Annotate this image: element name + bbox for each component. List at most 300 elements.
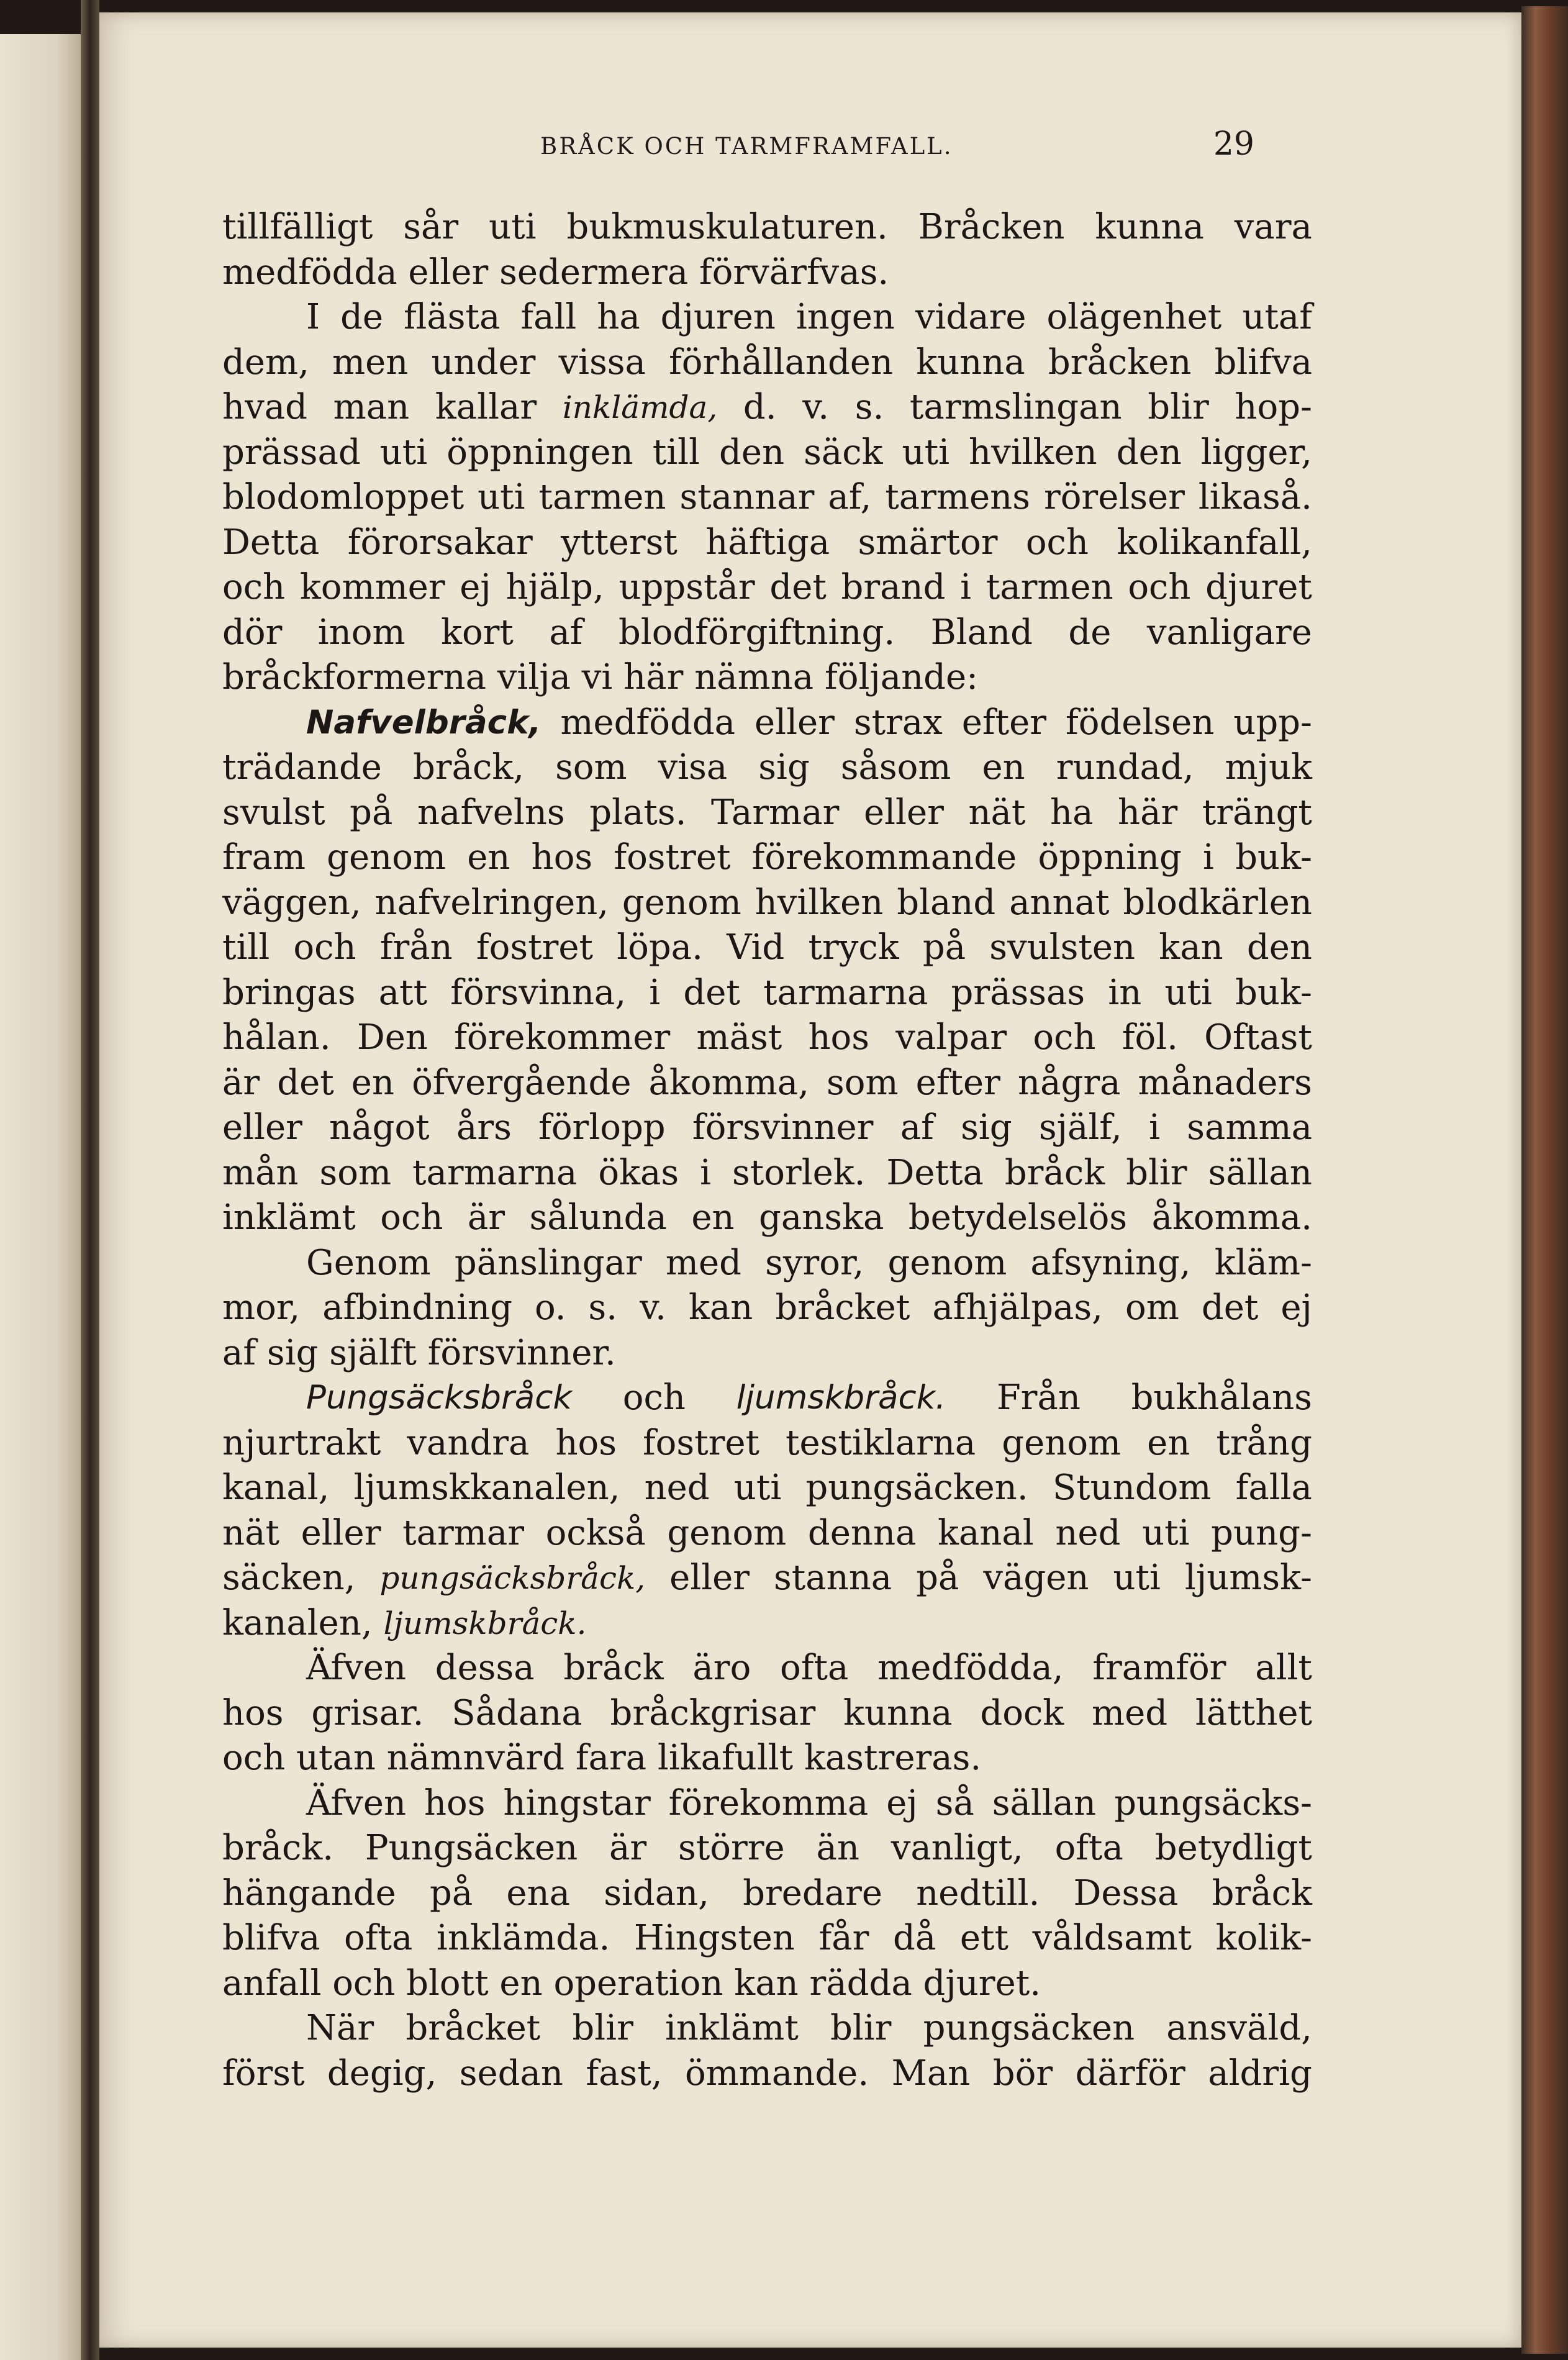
word: kanalen, xyxy=(222,1602,384,1643)
word: visa xyxy=(658,747,728,787)
word: och xyxy=(222,567,286,607)
word: fall xyxy=(520,297,577,337)
word: likaså. xyxy=(1198,477,1312,517)
text-line xyxy=(222,791,1312,836)
word: bland xyxy=(897,882,996,923)
word: hop- xyxy=(1235,387,1312,427)
word: följande: xyxy=(825,657,989,697)
emphasis-word: ljumskbråck. xyxy=(736,1379,946,1417)
word: kan xyxy=(734,1963,810,2004)
word: tarmarna xyxy=(763,972,928,1013)
word: försvinner. xyxy=(427,1332,627,1373)
emphasis-word: Nafvelbråck, xyxy=(306,703,542,742)
word: bråck. xyxy=(222,1828,334,1868)
word: grisar. xyxy=(311,1692,424,1733)
text-line xyxy=(222,1556,1312,1601)
word: ej xyxy=(886,1782,918,1823)
word: medfödda xyxy=(222,252,409,293)
word: mor, xyxy=(222,1287,301,1328)
word: och xyxy=(622,1377,686,1418)
word: och xyxy=(1025,522,1089,563)
text-line xyxy=(222,1466,1312,1511)
word: ligger, xyxy=(1200,432,1312,473)
word: nafvelringen, xyxy=(374,882,609,923)
text-line xyxy=(222,1961,1312,2007)
word: inklämda. xyxy=(436,1918,610,1958)
word: ansväld, xyxy=(1166,2008,1312,2048)
text-line xyxy=(222,1646,1312,1691)
word: efter xyxy=(915,1062,1000,1103)
word: Detta xyxy=(886,1152,984,1193)
word: Från xyxy=(996,1377,1081,1418)
word: den xyxy=(719,432,785,473)
word: fostret xyxy=(614,837,731,878)
word: rörelser xyxy=(1043,477,1185,517)
word: buk- xyxy=(1235,837,1312,878)
word: genom xyxy=(887,1242,1007,1283)
word: utan xyxy=(296,1738,387,1778)
word: hvad xyxy=(222,387,307,427)
word: hos xyxy=(808,1017,869,1058)
word: uti xyxy=(489,207,537,247)
word: bråcket xyxy=(406,2008,541,2048)
word: ej xyxy=(1280,1287,1312,1328)
word: häftiga xyxy=(705,522,830,563)
word: hingstar xyxy=(503,1782,651,1823)
word: syror, xyxy=(765,1242,864,1283)
word: trädande xyxy=(222,747,382,787)
word: är xyxy=(222,1062,260,1103)
word: själf, xyxy=(1038,1107,1122,1148)
text-line xyxy=(222,610,1312,656)
text-line xyxy=(222,385,1312,430)
word: pung- xyxy=(1211,1512,1312,1553)
word: sedermera xyxy=(499,252,699,293)
word: Äfven xyxy=(306,1782,407,1823)
word: annat xyxy=(1009,882,1110,923)
word: i xyxy=(960,567,972,607)
word: njurtrakt xyxy=(222,1422,381,1463)
word: och xyxy=(293,927,356,968)
word: några xyxy=(1018,1062,1121,1103)
word: Hingsten xyxy=(633,1918,795,1958)
text-line xyxy=(222,971,1312,1016)
word: trängt xyxy=(1202,792,1312,833)
word: förekomma xyxy=(668,1782,869,1823)
word: falla xyxy=(1235,1468,1312,1508)
word: ha xyxy=(597,297,640,337)
text-line xyxy=(222,835,1312,881)
word: svulsten xyxy=(989,927,1136,968)
word: och xyxy=(222,1738,296,1778)
word: af xyxy=(222,1332,267,1373)
word: denna xyxy=(807,1512,917,1553)
text-line xyxy=(222,2051,1312,2097)
running-header xyxy=(540,125,1267,168)
word: men xyxy=(332,342,409,383)
word: fast, xyxy=(586,2053,663,2094)
word: kastreras. xyxy=(804,1738,992,1778)
word: försvinna, xyxy=(450,972,627,1013)
word: fostret xyxy=(476,927,594,968)
word: väggen, xyxy=(222,882,361,923)
word: bredare xyxy=(743,1872,883,1913)
word: det xyxy=(1201,1287,1259,1328)
word: bråck xyxy=(1212,1872,1312,1913)
text-line xyxy=(222,1691,1312,1736)
word: af xyxy=(900,1107,934,1148)
word: inom xyxy=(317,612,406,653)
word: en xyxy=(499,1963,554,2004)
word: testiklarna xyxy=(786,1422,976,1463)
word: sidan, xyxy=(604,1872,709,1913)
word: i xyxy=(1149,1107,1160,1148)
word: samma xyxy=(1187,1107,1312,1148)
word: hos xyxy=(222,1692,284,1733)
word: svulst xyxy=(222,792,325,833)
word: kan xyxy=(1159,927,1223,968)
word: månaders xyxy=(1138,1062,1312,1103)
word: förhållanden xyxy=(669,342,894,383)
word: också xyxy=(545,1512,646,1553)
word: till xyxy=(652,432,700,473)
word: genom xyxy=(622,882,741,923)
word: är xyxy=(467,1197,505,1238)
word: inklämt xyxy=(665,2008,799,2048)
word: strax xyxy=(853,702,943,743)
word: inklämt xyxy=(222,1197,356,1238)
word: kanal, xyxy=(222,1468,330,1508)
word: stannar xyxy=(679,477,815,517)
word: pungsäcken. xyxy=(805,1468,1028,1508)
word: operation xyxy=(553,1963,735,2004)
word: tarmen xyxy=(986,567,1113,607)
emphasis-word: ljumskbråck. xyxy=(383,1605,597,1641)
word: kommer xyxy=(299,567,445,607)
word: djuret xyxy=(1205,567,1312,607)
page-number: 29 xyxy=(1213,125,1254,163)
word: blir xyxy=(830,2008,892,2048)
word: föl. xyxy=(1122,1017,1178,1058)
word: kunna xyxy=(916,342,1025,383)
word: ömmande. xyxy=(684,2053,869,2094)
word: här xyxy=(1118,792,1178,833)
word: under xyxy=(431,342,536,383)
word: öfvergående xyxy=(412,1062,632,1103)
word: förvärfvas. xyxy=(699,252,900,293)
body-text xyxy=(222,205,1312,2096)
word: och xyxy=(380,1197,443,1238)
word: vanligare xyxy=(1146,612,1312,653)
word: och xyxy=(1128,567,1191,607)
word: löpa. xyxy=(617,927,703,968)
text-line xyxy=(222,701,1312,746)
word: uti xyxy=(1142,1512,1190,1553)
word: något xyxy=(329,1107,430,1148)
word: så xyxy=(935,1782,974,1823)
word: sig xyxy=(266,1332,330,1373)
word: mjuk xyxy=(1225,747,1312,787)
word: ofta xyxy=(780,1648,849,1688)
word: dem, xyxy=(222,342,309,383)
text-line xyxy=(222,1196,1312,1241)
word: medfödda xyxy=(560,702,736,743)
word: sår xyxy=(403,207,459,247)
word: ytterst xyxy=(561,522,678,563)
word: framför xyxy=(1092,1648,1226,1688)
word: större xyxy=(678,1828,785,1868)
word: Dessa xyxy=(1073,1872,1179,1913)
word: eller xyxy=(864,792,944,833)
text-line xyxy=(222,1015,1312,1061)
word: på xyxy=(922,927,966,968)
text-line xyxy=(222,1601,1312,1646)
facing-page-edge xyxy=(0,34,81,2360)
word: af xyxy=(549,612,583,653)
text-line xyxy=(222,295,1312,340)
word: ej xyxy=(460,567,491,607)
word: ljumskkanalen, xyxy=(353,1468,620,1508)
word: flästa xyxy=(404,297,501,337)
word: Oftast xyxy=(1204,1017,1312,1058)
word: vidare xyxy=(915,297,1026,337)
word: på xyxy=(916,1558,959,1598)
emphasis-word: inklämda, xyxy=(562,389,718,425)
word: prässad xyxy=(222,432,361,473)
word: medfödda, xyxy=(877,1648,1064,1688)
word: hjälp, xyxy=(505,567,604,607)
word: blir xyxy=(572,2008,633,2048)
word: ökas xyxy=(598,1152,679,1193)
page-stack-edge xyxy=(1521,6,1568,2354)
word: därför xyxy=(1075,2053,1185,2094)
text-line xyxy=(222,250,1312,296)
word: nämnvärd xyxy=(386,1738,576,1778)
word: tryck xyxy=(808,927,899,968)
word: äro xyxy=(692,1648,751,1688)
text-line xyxy=(222,1826,1312,1871)
word: tarmslingan xyxy=(909,387,1122,427)
word: de xyxy=(1068,612,1112,653)
word: trång xyxy=(1216,1422,1312,1463)
word: nät xyxy=(222,1512,279,1553)
word: storlek. xyxy=(732,1152,866,1193)
word: åkomma. xyxy=(1151,1197,1312,1238)
word: fara xyxy=(575,1738,658,1778)
word: bråcken xyxy=(1048,342,1192,383)
word: Stundom xyxy=(1052,1468,1212,1508)
word: anfall xyxy=(222,1963,333,2004)
word: det xyxy=(769,567,827,607)
text-line xyxy=(222,1241,1312,1286)
word: prässas xyxy=(951,972,1085,1013)
word: allt xyxy=(1255,1648,1312,1688)
word: genom xyxy=(1002,1422,1122,1463)
word: mäst xyxy=(696,1017,782,1058)
text-line xyxy=(222,745,1312,791)
word: sig xyxy=(758,747,810,787)
word: Vid xyxy=(727,927,785,968)
word: genom xyxy=(327,837,446,878)
word: Pungsäcken xyxy=(365,1828,578,1868)
word: hvilken xyxy=(755,882,884,923)
word: nedtill. xyxy=(916,1872,1040,1913)
word: vandra xyxy=(407,1422,530,1463)
word: likafullt xyxy=(657,1738,804,1778)
text-line xyxy=(222,430,1312,476)
word: d. xyxy=(743,387,777,427)
word: ett xyxy=(959,1918,1008,1958)
word: afhjälpas, xyxy=(932,1287,1103,1328)
word: ned xyxy=(644,1468,710,1508)
word: en xyxy=(351,1062,394,1103)
word: sällan xyxy=(992,1782,1097,1823)
word: med xyxy=(665,1242,741,1283)
word: det xyxy=(277,1062,334,1103)
word: afbindning xyxy=(322,1287,512,1328)
word: hvilken xyxy=(969,432,1097,473)
word: kunna xyxy=(1095,207,1204,247)
word: uti xyxy=(733,1468,782,1508)
word: afsyning, xyxy=(1030,1242,1191,1283)
word: sig xyxy=(961,1107,1012,1148)
word: bråcket xyxy=(775,1287,910,1328)
word: hängande xyxy=(222,1872,396,1913)
word: lätthet xyxy=(1195,1692,1312,1733)
word: eller xyxy=(755,702,835,743)
word: födelsen xyxy=(1066,702,1215,743)
word: rundad, xyxy=(1056,747,1194,787)
word: brand xyxy=(841,567,946,607)
word: buk- xyxy=(1235,972,1312,1013)
word: vilja xyxy=(497,657,582,697)
word: sedan xyxy=(459,2053,563,2094)
word: in xyxy=(1108,972,1142,1013)
word: om xyxy=(1125,1287,1179,1328)
text-line xyxy=(222,655,1312,701)
text-line xyxy=(222,1421,1312,1466)
word: nät xyxy=(968,792,1026,833)
word: själft xyxy=(329,1332,428,1373)
word: I xyxy=(306,297,320,337)
word: än xyxy=(816,1828,859,1868)
word: hos xyxy=(424,1782,486,1823)
text-line xyxy=(222,925,1312,971)
word: uti xyxy=(1164,972,1212,1013)
word: bråck xyxy=(1004,1152,1105,1193)
word: vi xyxy=(581,657,624,697)
word: uti xyxy=(478,477,525,517)
word: Sådana xyxy=(451,1692,582,1733)
word: den xyxy=(1246,927,1312,968)
word: hos xyxy=(531,837,593,878)
word: den xyxy=(1116,432,1182,473)
word: uti xyxy=(1113,1558,1161,1598)
word: Detta xyxy=(222,522,320,563)
word: nafvelns xyxy=(417,792,565,833)
word: öppningen xyxy=(446,432,633,473)
word: eller xyxy=(222,1107,302,1148)
word: förekommer xyxy=(454,1017,671,1058)
word: degig, xyxy=(327,2053,437,2094)
word: hålan. xyxy=(222,1017,331,1058)
word: till xyxy=(222,927,270,968)
word: vanligt, xyxy=(890,1828,1023,1868)
word: genom xyxy=(667,1512,787,1553)
word: kanal xyxy=(938,1512,1034,1553)
word: säck xyxy=(804,432,883,473)
word: en xyxy=(691,1197,735,1238)
word: ljumsk- xyxy=(1184,1558,1312,1598)
word: Genom xyxy=(306,1242,431,1283)
word: nämna xyxy=(694,657,825,697)
word: Man xyxy=(891,2053,971,2094)
word: smärtor xyxy=(858,522,998,563)
word: blodomloppet xyxy=(222,477,465,517)
word: utaf xyxy=(1242,297,1312,337)
word: här xyxy=(623,657,695,697)
word: blifva xyxy=(1214,342,1312,383)
word: kolik- xyxy=(1215,1918,1312,1958)
word: en xyxy=(982,747,1025,787)
word: bör xyxy=(992,2053,1053,2094)
word: tarmen xyxy=(538,477,666,517)
word: blodförgiftning. xyxy=(618,612,895,653)
word: förlopp xyxy=(538,1107,666,1148)
word: ena xyxy=(506,1872,571,1913)
word: kolikanfall, xyxy=(1117,522,1312,563)
word: uti xyxy=(379,432,428,473)
word: tarmar xyxy=(402,1512,525,1553)
word: ha xyxy=(1050,792,1094,833)
word: är xyxy=(609,1828,647,1868)
word: öppning xyxy=(1038,837,1182,878)
word: djuren xyxy=(660,297,776,337)
word: Äfven xyxy=(306,1648,407,1688)
word: blir xyxy=(1148,387,1209,427)
text-line xyxy=(222,1736,1312,1781)
word: pänslingar xyxy=(454,1242,642,1283)
word: som xyxy=(827,1062,899,1103)
word: såsom xyxy=(840,747,951,787)
word: i xyxy=(700,1152,712,1193)
word: vissa xyxy=(558,342,646,383)
word: blodkärlen xyxy=(1123,882,1312,923)
emphasis-word: pungsäcksbråck, xyxy=(379,1560,646,1596)
word: v. xyxy=(802,387,830,427)
word: Den xyxy=(356,1017,428,1058)
word: säcken, xyxy=(222,1558,356,1598)
word: förekommande xyxy=(751,837,1017,878)
word: När xyxy=(306,2008,374,2048)
word: pungsäcken xyxy=(923,2008,1135,2048)
word: på xyxy=(350,792,393,833)
word: kallar xyxy=(435,387,537,427)
word: pungsäcks- xyxy=(1114,1782,1312,1823)
running-title: BRÅCK OCH TARMFRAMFALL. xyxy=(540,133,953,160)
text-line xyxy=(222,881,1312,926)
word: uti xyxy=(902,432,950,473)
word: v. xyxy=(640,1287,666,1328)
book-gutter xyxy=(81,0,99,2360)
word: plats. xyxy=(589,792,687,833)
word: då xyxy=(893,1918,936,1958)
word: Bråcken xyxy=(918,207,1065,247)
word: eller xyxy=(408,252,500,293)
word: betydligt xyxy=(1154,1828,1312,1868)
word: bråckgrisar xyxy=(610,1692,816,1733)
text-line xyxy=(222,205,1312,250)
